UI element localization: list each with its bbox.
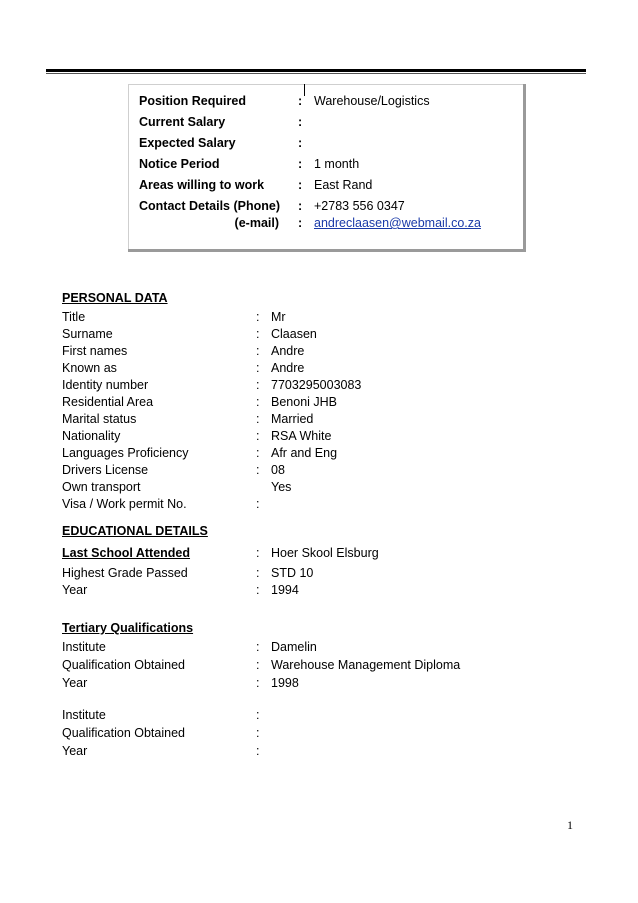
row-colon: : bbox=[256, 658, 260, 672]
row-label: Own transport bbox=[62, 480, 141, 494]
row-colon: : bbox=[256, 395, 260, 409]
summary-label: (e-mail) bbox=[234, 216, 279, 230]
row-value: Claasen bbox=[271, 327, 317, 341]
row-label: Marital status bbox=[62, 412, 137, 426]
row-label: Drivers License bbox=[62, 463, 149, 477]
row-label: Known as bbox=[62, 361, 117, 375]
row-value: STD 10 bbox=[271, 566, 314, 580]
row-colon: : bbox=[256, 583, 260, 597]
summary-label: Notice Period bbox=[139, 157, 220, 171]
row-colon: : bbox=[256, 676, 260, 690]
row-colon: : bbox=[256, 566, 260, 580]
row-colon: : bbox=[256, 310, 260, 324]
row-colon: : bbox=[256, 497, 260, 511]
summary-box-divider bbox=[304, 84, 305, 96]
row-label: Title bbox=[62, 310, 86, 324]
summary-colon: : bbox=[298, 178, 303, 192]
row-colon: : bbox=[256, 708, 260, 722]
email-link[interactable]: andreclaasen@webmail.co.za bbox=[314, 216, 481, 230]
summary-colon: : bbox=[298, 115, 303, 129]
row-label: Qualification Obtained bbox=[62, 658, 185, 672]
row-colon: : bbox=[256, 327, 260, 341]
row-label: Institute bbox=[62, 708, 106, 722]
row-label: Year bbox=[62, 676, 88, 690]
phone-value: +2783 556 0347 bbox=[314, 199, 405, 213]
row-label: Qualification Obtained bbox=[62, 726, 185, 740]
row-label: Surname bbox=[62, 327, 113, 341]
row-value: Andre bbox=[271, 344, 305, 358]
row-value: 7703295003083 bbox=[271, 378, 362, 392]
summary-value: 1 month bbox=[314, 157, 360, 171]
row-value: Damelin bbox=[271, 640, 317, 654]
summary-value: Warehouse/Logistics bbox=[314, 94, 430, 108]
summary-box-left-edge bbox=[128, 84, 129, 249]
row-colon: : bbox=[256, 640, 260, 654]
email-value bbox=[314, 216, 481, 230]
summary-colon: : bbox=[298, 199, 303, 213]
row-label: Last School Attended bbox=[62, 546, 191, 560]
row-label: Year bbox=[62, 583, 88, 597]
row-label: Nationality bbox=[62, 429, 121, 443]
row-label: Highest Grade Passed bbox=[62, 566, 188, 580]
summary-box-top-edge bbox=[128, 84, 523, 85]
row-colon: : bbox=[256, 726, 260, 740]
row-value: Hoer Skool Elsburg bbox=[271, 546, 379, 560]
row-label: Identity number bbox=[62, 378, 149, 392]
row-label: First names bbox=[62, 344, 128, 358]
summary-label: Expected Salary bbox=[139, 136, 236, 150]
summary-colon: : bbox=[298, 216, 303, 230]
row-value: 1998 bbox=[271, 676, 299, 690]
row-label: Institute bbox=[62, 640, 106, 654]
row-value: Mr bbox=[271, 310, 286, 324]
row-colon: : bbox=[256, 744, 260, 758]
row-value: Yes bbox=[271, 480, 292, 494]
row-label: Year bbox=[62, 744, 88, 758]
summary-box bbox=[128, 84, 526, 252]
top-rule bbox=[46, 69, 586, 72]
top-rule-secondary bbox=[46, 73, 586, 74]
row-colon: : bbox=[256, 412, 260, 426]
row-colon: : bbox=[256, 378, 260, 392]
row-colon: : bbox=[256, 446, 260, 460]
row-colon: : bbox=[256, 429, 260, 443]
page-number: 1 bbox=[567, 818, 573, 832]
row-label: Visa / Work permit No. bbox=[62, 497, 187, 511]
tertiary-qualifications-heading: Tertiary Qualifications bbox=[62, 621, 194, 635]
row-value: Afr and Eng bbox=[271, 446, 338, 460]
row-colon: : bbox=[256, 344, 260, 358]
row-colon: : bbox=[256, 361, 260, 375]
row-label: Languages Proficiency bbox=[62, 446, 189, 460]
row-value: 08 bbox=[271, 463, 285, 477]
summary-label: Position Required bbox=[139, 94, 246, 108]
summary-value: East Rand bbox=[314, 178, 373, 192]
summary-colon: : bbox=[298, 94, 303, 108]
summary-colon: : bbox=[298, 136, 303, 150]
row-value: Warehouse Management Diploma bbox=[271, 658, 461, 672]
row-label: Residential Area bbox=[62, 395, 154, 409]
row-colon: : bbox=[256, 463, 260, 477]
row-colon: : bbox=[256, 546, 260, 560]
summary-label: Contact Details (Phone) bbox=[139, 199, 280, 213]
educational-details-heading: EDUCATIONAL DETAILS bbox=[62, 524, 208, 538]
row-value: 1994 bbox=[271, 583, 299, 597]
summary-label: Current Salary bbox=[139, 115, 226, 129]
row-value: Benoni JHB bbox=[271, 395, 338, 409]
row-value: Married bbox=[271, 412, 314, 426]
summary-label: Areas willing to work bbox=[139, 178, 265, 192]
personal-data-heading: PERSONAL DATA bbox=[62, 291, 168, 305]
row-value: Andre bbox=[271, 361, 305, 375]
summary-colon: : bbox=[298, 157, 303, 171]
row-value: RSA White bbox=[271, 429, 332, 443]
